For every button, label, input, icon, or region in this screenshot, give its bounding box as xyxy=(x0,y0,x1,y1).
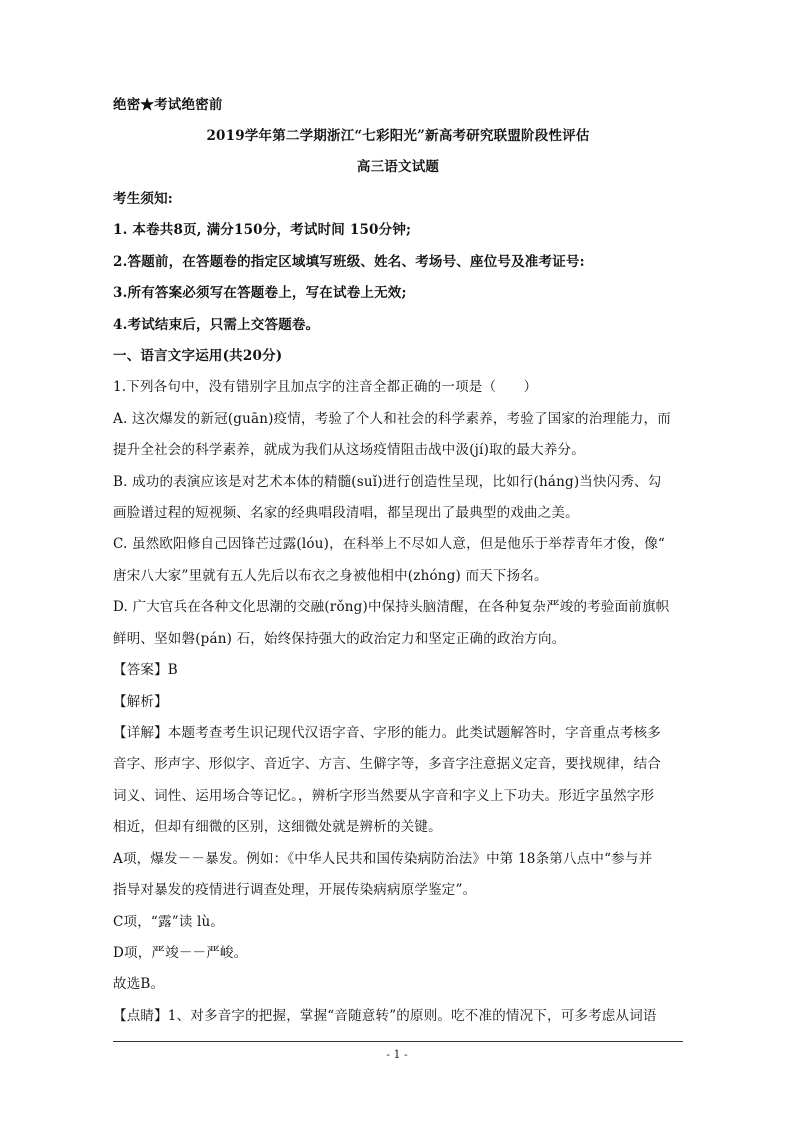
detail-line: 【详解】本题考查考生识记现代汉语字音、字形的能力。此类试题解答时，字音重点考核多 xyxy=(113,725,661,741)
option-b-line2: 画脸谱过程的短视频、名家的经典唱段清唱，都呈现出了最典型的戏曲之美。 xyxy=(113,505,579,521)
item-a-line1: A项，爆发－－暴发。例如：《中华人民共和国传染病防治法》中第 18条第八点中“参与并 xyxy=(113,851,653,867)
instructions-heading: 考生须知: xyxy=(113,191,173,207)
option-a-line1: A. 这次爆发的新冠(guān)疫情，考验了个人和社会的科学素养，考验了国家的治理能力，而 xyxy=(113,411,671,427)
option-c-line2: 唐宋八大家”里就有五人先后以布衣之身被他相中(zhóng) 而天下扬名。 xyxy=(113,568,548,584)
secret-mark: 绝密★考试绝密前 xyxy=(113,97,223,113)
page-number: - 1 - xyxy=(386,1048,408,1061)
conclusion: 故选B。 xyxy=(113,976,165,992)
instruction-item: 2.答题前，在答题卷的指定区域填写班级、姓名、考场号、座位号及准考证号: xyxy=(113,254,585,270)
option-c-line1: C. 虽然欧阳修自己因锋芒过露(lóu)，在科举上不尽如人意，但是他乐于举荐青年才俊，像“ xyxy=(113,536,666,552)
footer-rule xyxy=(113,1041,683,1042)
instruction-item: 1. 本卷共8页, 满分150分，考试时间 150分钟; xyxy=(113,222,412,238)
exam-subtitle: 高三语文试题 xyxy=(356,159,440,175)
tip-line: 【点睛】1、对多音字的把握，掌握“音随意转”的原则。吃不准的情况下，可多考虑从词语 xyxy=(113,1008,657,1024)
exam-title: 2019学年第二学期浙江“七彩阳光”新高考研究联盟阶段性评估 xyxy=(206,128,590,144)
option-d-line2: 鲜明、坚如磐(pán) 石，始终保持强大的政治定力和坚定正确的政治方向。 xyxy=(113,631,566,647)
item-c: C项，“露”读 lù。 xyxy=(113,914,225,930)
item-a-line2: 指导对暴发的疫情进行调查处理，开展传染病病原学鉴定”。 xyxy=(113,882,477,898)
analysis-label: 【解析】 xyxy=(113,694,168,710)
detail-line: 音字、形声字、形似字、音近字、方言、生僻字等，多音字注意据义定音，要找规律，结合 xyxy=(113,756,661,772)
option-d-line1: D. 广大官兵在各种文化思潮的交融(rǒng)中保持头脑清醒，在各种复杂严竣的考验面前旗帜 xyxy=(113,599,670,615)
answer-label: 【答案】B xyxy=(113,662,178,678)
detail-line: 词义、词性、运用场合等记忆。，辨析字形当然要从字音和字义上下功夫。形近字虽然字形 xyxy=(113,788,655,804)
section-heading: 一、语言文字运用(共20分) xyxy=(113,348,283,364)
question-stem: 1.下列各句中，没有错别字且加点字的注音全都正确的一项是（ ） xyxy=(113,379,538,395)
instruction-item: 3.所有答案必须写在答题卷上，写在试卷上无效; xyxy=(113,285,407,301)
instruction-item: 4.考试结束后，只需上交答题卷。 xyxy=(113,317,320,333)
option-a-line2: 提升全社会的科学素养，就成为我们从这场疫情阻击战中汲(jí)取的最大养分。 xyxy=(113,442,585,458)
option-b-line1: B. 成功的表演应该是对艺术本体的精髓(suǐ)进行创造性呈现，比如行(háng)当快闪秀、勾 xyxy=(113,474,662,490)
item-d: D项，严竣－－严峻。 xyxy=(113,945,248,961)
detail-line: 相近，但却有细微的区别，这细微处就是辨析的关键。 xyxy=(113,819,442,835)
